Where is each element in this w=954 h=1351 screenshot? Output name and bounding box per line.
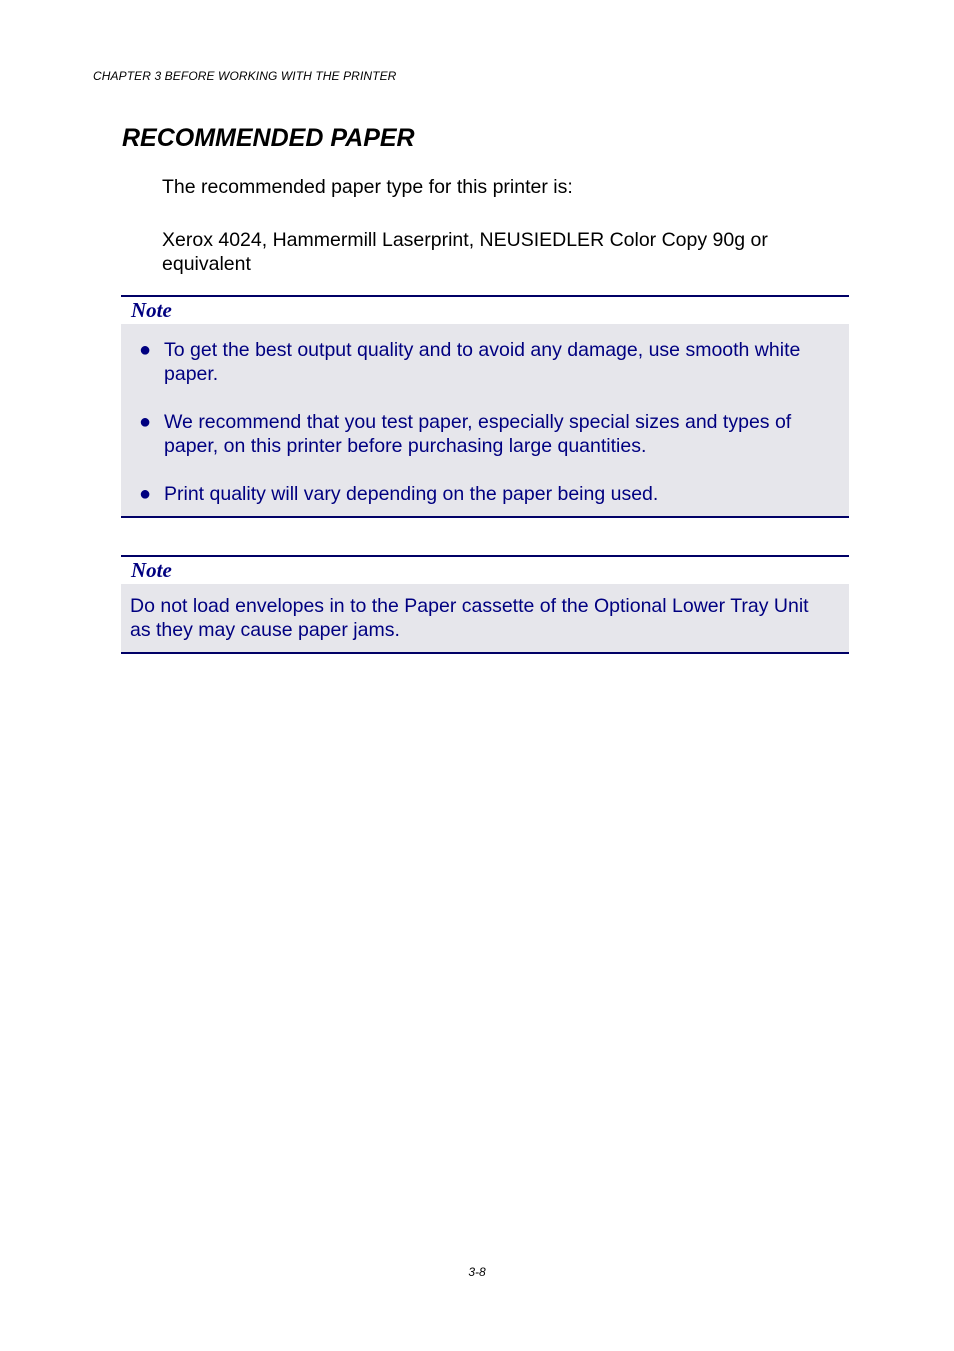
- note-list: [137, 338, 829, 506]
- page-number: 3-8: [468, 1265, 486, 1279]
- note-body: [121, 584, 849, 652]
- note-box-envelopes: [121, 555, 849, 654]
- intro-text: The recommended paper type for this printer is:: [162, 176, 573, 198]
- note-item-text: We recommend that you test paper, especially special sizes and types of paper, on this printer before purchasing large quantities.: [164, 411, 792, 457]
- note-body: [121, 324, 849, 516]
- list-item: [137, 410, 829, 458]
- note-label: Note: [121, 297, 849, 324]
- note-label: Note: [121, 557, 849, 584]
- list-item: [137, 338, 829, 386]
- note-box-paper-quality: [121, 295, 849, 518]
- note-text: Do not load envelopes in to the Paper cassette of the Optional Lower Tray Unit as they may cause paper jams.: [130, 595, 809, 641]
- list-item: [137, 482, 829, 506]
- note-item-text: To get the best output quality and to avoid any damage, use smooth white paper.: [164, 339, 801, 385]
- running-header: CHAPTER 3 BEFORE WORKING WITH THE PRINTER: [93, 69, 397, 83]
- recommended-papers-text: Xerox 4024, Hammermill Laserprint, NEUSIEDLER Color Copy 90g or equivalent: [162, 229, 768, 275]
- bullet-dot-icon: ●: [139, 339, 152, 361]
- note-item-text: Print quality will vary depending on the paper being used.: [164, 483, 659, 505]
- bullet-dot-icon: ●: [139, 411, 152, 433]
- bullet-dot-icon: ●: [139, 483, 152, 505]
- section-title: RECOMMENDED PAPER: [122, 124, 415, 152]
